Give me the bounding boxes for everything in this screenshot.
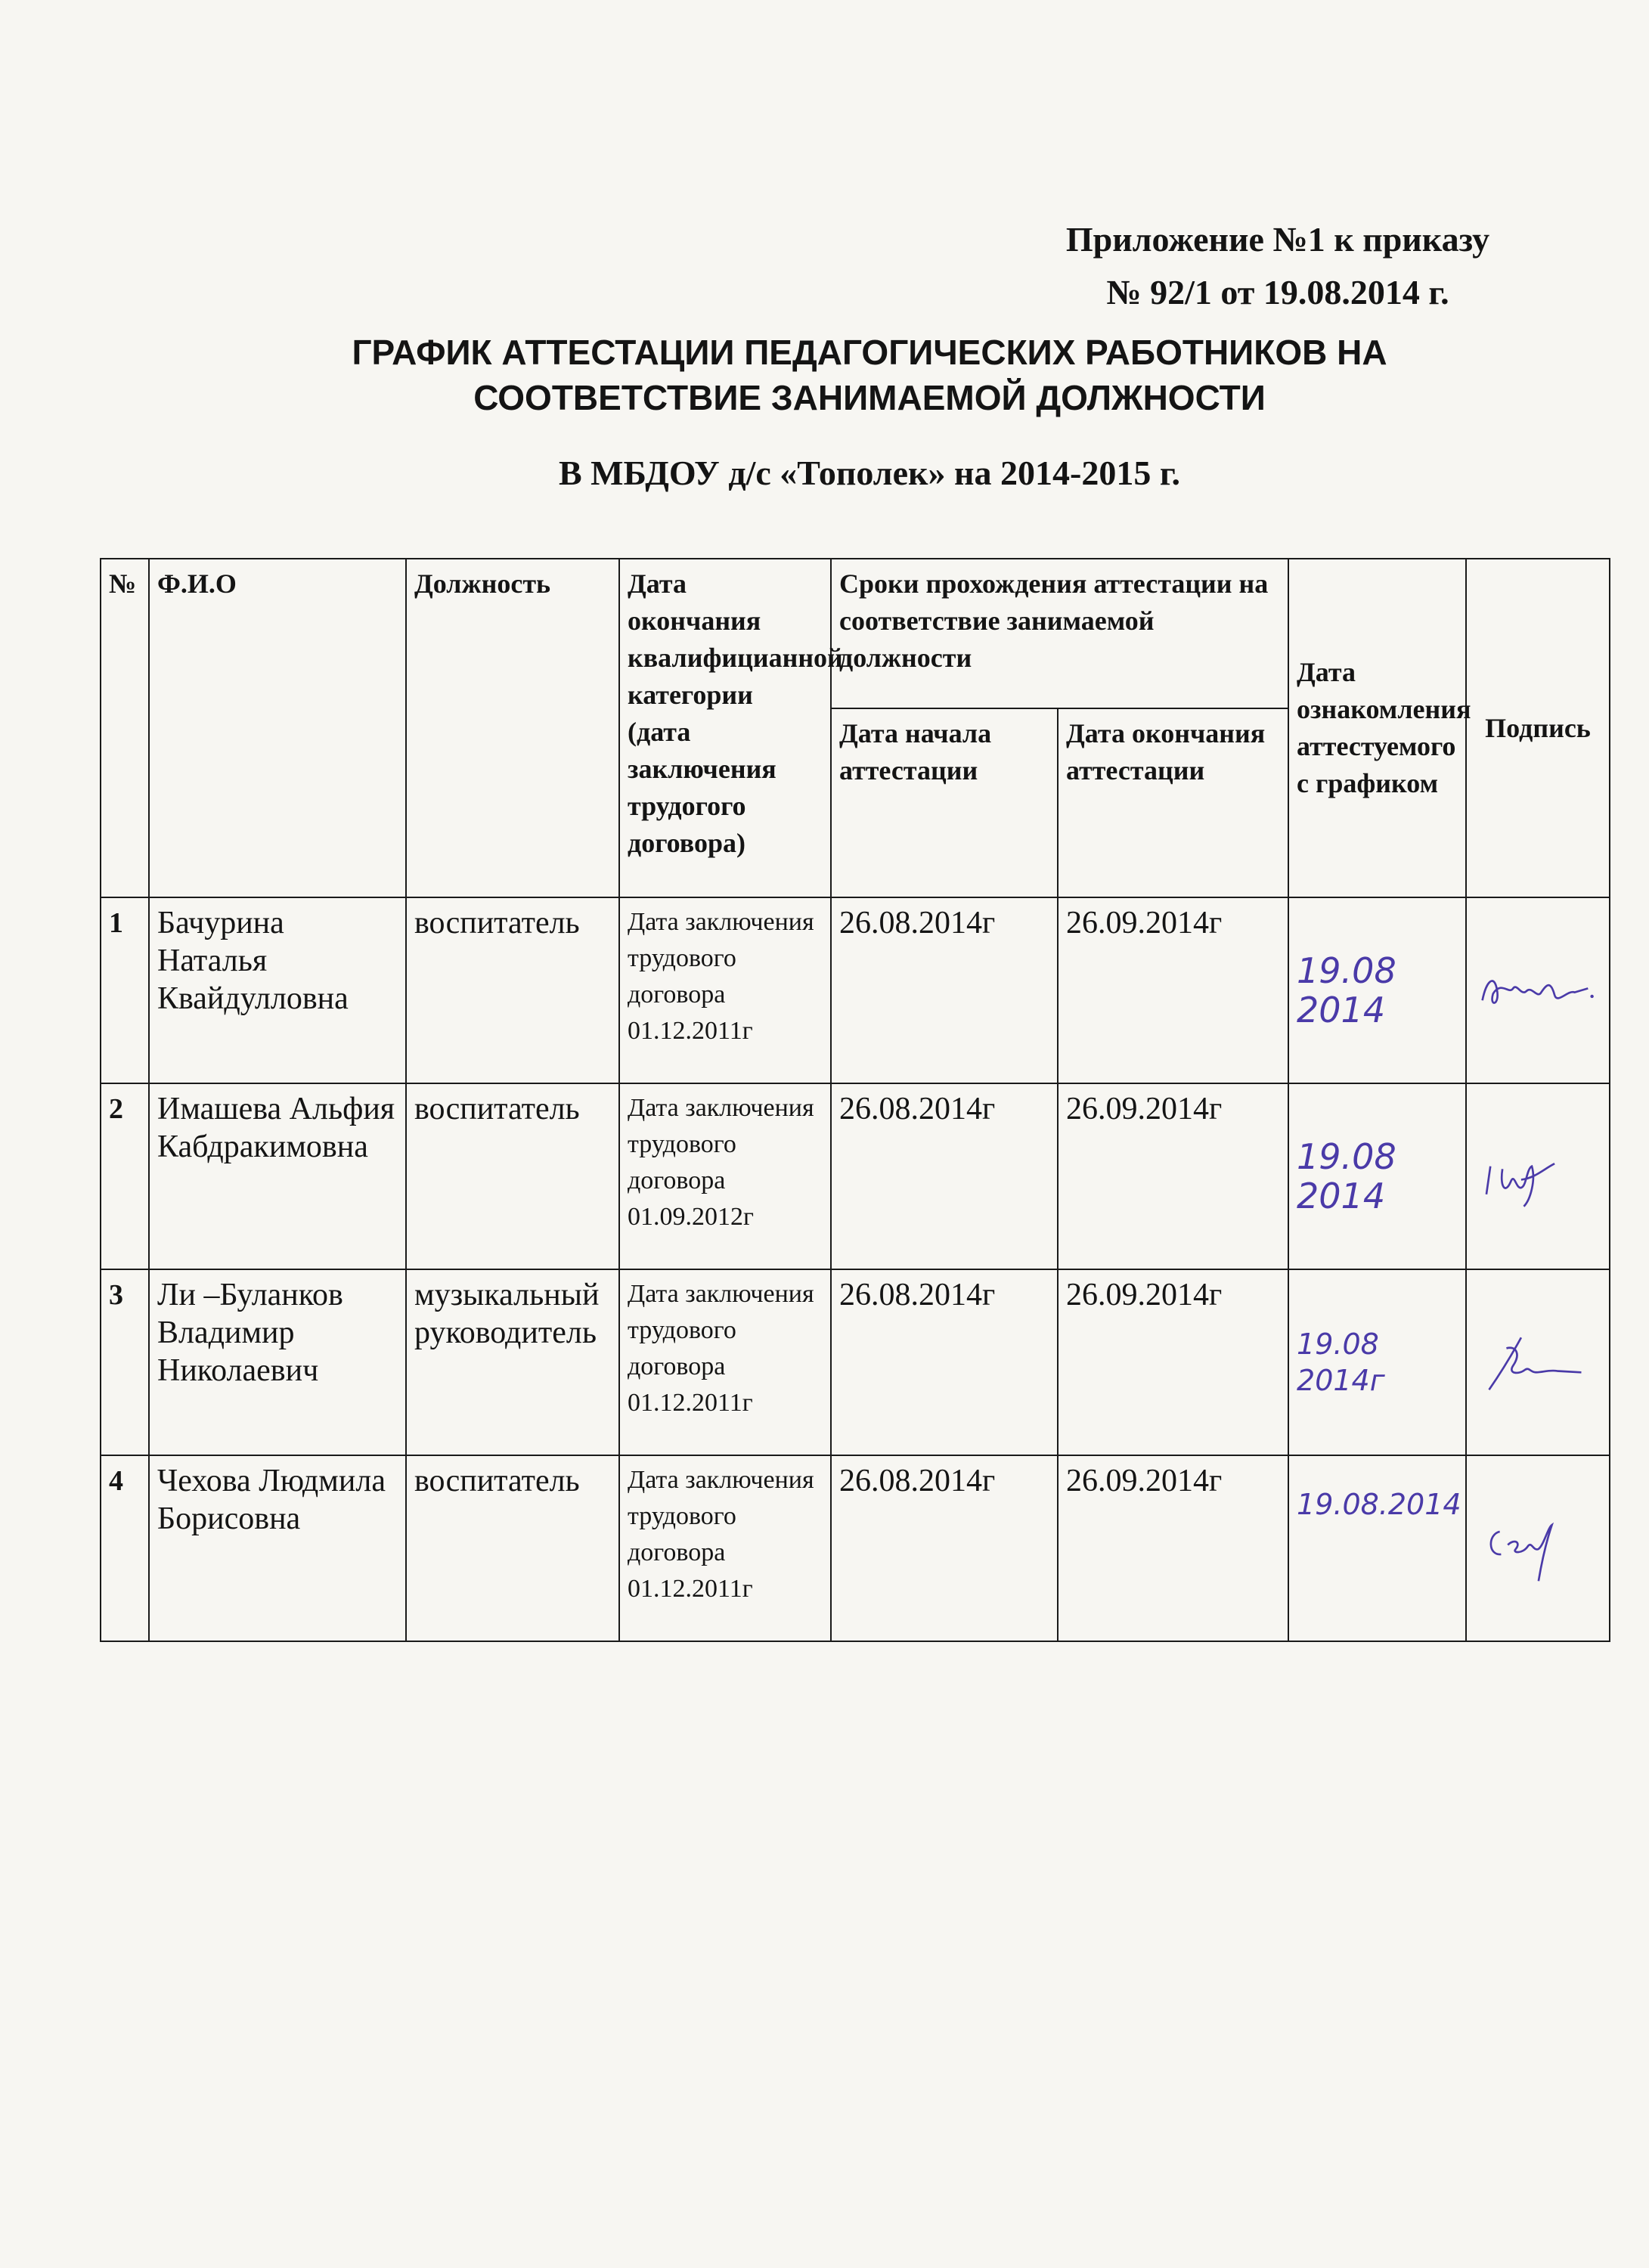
- document-title: ГРАФИК АТТЕСТАЦИИ ПЕДАГОГИЧЕСКИХ РАБОТНИКОВ НА СООТВЕТСТВИЕ ЗАНИМАЕМОЙ ДОЛЖНОСТИ: [352, 333, 1387, 417]
- row-contract: Дата заключения трудового договора 01.12.2011г: [619, 1455, 831, 1641]
- table-row: [101, 897, 1610, 1083]
- table-row: [101, 1083, 1610, 1269]
- row-fio: Бачурина Наталья Квайдулловна: [149, 897, 406, 1083]
- header-position: Должность: [406, 559, 619, 897]
- row-start-date: 26.08.2014г: [831, 1455, 1058, 1641]
- header-terms: Сроки прохождения аттестации на соответствие занимаемой должности: [831, 559, 1288, 708]
- row-signature: [1466, 1269, 1610, 1455]
- row-contract: Дата заключения трудового договора 01.12.2011г: [619, 1269, 831, 1455]
- row-signature: [1466, 1083, 1610, 1269]
- header-end-date: Дата окончания аттестации: [1058, 708, 1288, 897]
- row-end-date: 26.09.2014г: [1058, 1269, 1288, 1455]
- row-position: воспитатель: [406, 1083, 619, 1269]
- row-ack-handwritten: 19.08 2014: [1288, 897, 1466, 1083]
- signature-image: [1474, 949, 1601, 1032]
- table-header-row: [101, 559, 1610, 708]
- row-signature: [1466, 897, 1610, 1083]
- row-position: музыкальный руководитель: [406, 1269, 619, 1455]
- row-start-date: 26.08.2014г: [831, 897, 1058, 1083]
- row-num: 4: [101, 1455, 149, 1641]
- appendix-line-1: Приложение №1 к приказу: [1065, 220, 1490, 259]
- header-signature: Подпись: [1466, 559, 1610, 897]
- header-qualification-end: Дата окончания квалифицианной категории (дата заключения трудогого договора): [619, 559, 831, 897]
- header-acknowledgement-date: Дата ознакомления аттестуемого с графиком: [1288, 559, 1466, 897]
- header-num: №: [101, 559, 149, 897]
- row-start-date: 26.08.2014г: [831, 1083, 1058, 1269]
- table-row: [101, 1269, 1610, 1455]
- row-end-date: 26.09.2014г: [1058, 1455, 1288, 1641]
- row-contract: Дата заключения трудового договора 01.12.2011г: [619, 897, 831, 1083]
- signature-image: [1474, 1135, 1601, 1218]
- signature-image: [1474, 1507, 1601, 1590]
- row-num: 2: [101, 1083, 149, 1269]
- row-num: 3: [101, 1269, 149, 1455]
- row-num: 1: [101, 897, 149, 1083]
- row-end-date: 26.09.2014г: [1058, 1083, 1288, 1269]
- appendix-line-2: № 92/1 от 19.08.2014 г.: [1106, 273, 1449, 311]
- appendix-note: [968, 213, 1588, 319]
- row-position: воспитатель: [406, 897, 619, 1083]
- row-fio: Ли –Буланков Владимир Николаевич: [149, 1269, 406, 1455]
- row-fio: Имашева Альфия Кабдракимовна: [149, 1083, 406, 1269]
- header-fio: Ф.И.О: [149, 559, 406, 897]
- row-contract: Дата заключения трудового договора 01.09.2012г: [619, 1083, 831, 1269]
- row-ack-handwritten: 19.08 2014: [1288, 1083, 1466, 1269]
- document-subtitle: В МБДОУ д/с «Тополек» на 2014-2015 г.: [558, 454, 1181, 492]
- signature-image: [1474, 1321, 1601, 1404]
- row-end-date: 26.09.2014г: [1058, 897, 1288, 1083]
- row-fio: Чехова Людмила Борисовна: [149, 1455, 406, 1641]
- row-ack-handwritten: 19.08 2014г: [1288, 1269, 1466, 1455]
- attestation-table: [100, 558, 1610, 1642]
- row-position: воспитатель: [406, 1455, 619, 1641]
- table-row: [101, 1455, 1610, 1641]
- row-ack-handwritten: 19.08.2014: [1288, 1455, 1466, 1641]
- row-signature: [1466, 1455, 1610, 1641]
- header-start-date: Дата начала аттестации: [831, 708, 1058, 897]
- row-start-date: 26.08.2014г: [831, 1269, 1058, 1455]
